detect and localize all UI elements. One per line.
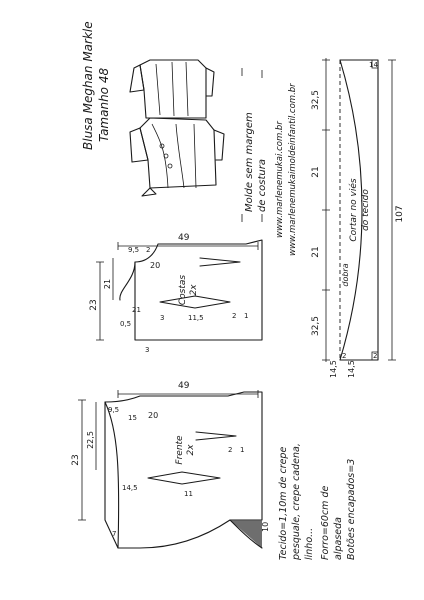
back-mark-c: 0,5: [120, 320, 132, 328]
back-waist: 3: [145, 346, 150, 354]
materials-line-5: alpaseda: [333, 517, 344, 560]
back-length: 49: [178, 233, 190, 243]
materials-block: [278, 443, 357, 561]
back-piece: [89, 233, 262, 354]
collar-seg2: 21: [311, 166, 321, 178]
collar-piece: [311, 58, 405, 378]
website-block: [275, 83, 298, 256]
collar-seg3: 21: [311, 246, 321, 258]
collar-corner-a: 2: [373, 352, 378, 360]
front-overlap: 7: [112, 530, 117, 538]
pattern-title: Blusa Meghan Markle: [81, 21, 95, 150]
front-dart-width: 14,5: [122, 484, 138, 492]
note-line-1: Molde sem margem: [244, 112, 255, 212]
front-neck-d: 15: [128, 414, 137, 422]
collar-bias-label-1: Cortar no viés: [349, 178, 359, 242]
back-mark-b: 1: [244, 312, 249, 320]
collar-corner-b: 2: [342, 352, 347, 360]
back-neck-w: 9,5: [128, 246, 140, 254]
back-neck-d: 2: [146, 246, 151, 254]
front-hem-ext: 10: [261, 521, 270, 532]
back-armhole: 21: [103, 278, 112, 290]
back-shoulder: 20: [150, 261, 161, 270]
note-line-2: de costura: [257, 158, 268, 212]
front-length: 49: [178, 381, 190, 391]
front-neck-w: 9,5: [108, 406, 120, 414]
collar-fold-label: dobra: [341, 263, 350, 287]
front-width: 23: [71, 454, 81, 466]
collar-height-b: 14,5: [347, 360, 356, 378]
back-dart-width: 3: [160, 314, 165, 322]
front-count: 2x: [186, 444, 196, 456]
front-label: Frente: [175, 435, 185, 465]
front-dart-len: 11: [184, 490, 193, 498]
front-mark-b: 1: [240, 446, 245, 454]
back-mark-a: 2: [232, 312, 237, 320]
materials-line-6: Botões encapados=3: [346, 458, 357, 560]
back-width: 23: [89, 299, 99, 311]
collar-seg4: 32,5: [311, 315, 321, 337]
collar-height-a: 14,5: [329, 360, 338, 378]
back-count: 2x: [189, 284, 199, 296]
front-mark-a: 2: [228, 446, 233, 454]
materials-line-3: linho...: [304, 527, 315, 560]
website-1: www.marlenemukai.com.br: [275, 121, 285, 238]
collar-bias-label-2: do tecido: [361, 189, 371, 231]
back-chest: 21: [132, 306, 141, 314]
back-dart-len: 11,5: [188, 314, 204, 322]
materials-line-1: Tecido=1,10m de crepe: [278, 446, 289, 560]
front-chest: 22,5: [86, 431, 95, 449]
blouse-illustration: [130, 60, 224, 196]
pattern-size: Tamanho 48: [97, 67, 111, 142]
note-block: [244, 112, 268, 212]
title-block: [81, 21, 111, 150]
materials-line-4: Forro=60cm de: [320, 485, 331, 560]
front-piece: [71, 381, 270, 548]
collar-corner-c: 14: [369, 61, 378, 69]
front-shoulder: 20: [148, 411, 159, 420]
website-2: www.marlenemukaimoldeinfantil.com.br: [288, 83, 298, 256]
collar-total: 107: [395, 205, 405, 223]
materials-line-2: pesquale, crepe cadena,: [291, 443, 302, 560]
collar-seg1: 32,5: [311, 89, 321, 111]
back-label: Costas: [178, 274, 188, 306]
